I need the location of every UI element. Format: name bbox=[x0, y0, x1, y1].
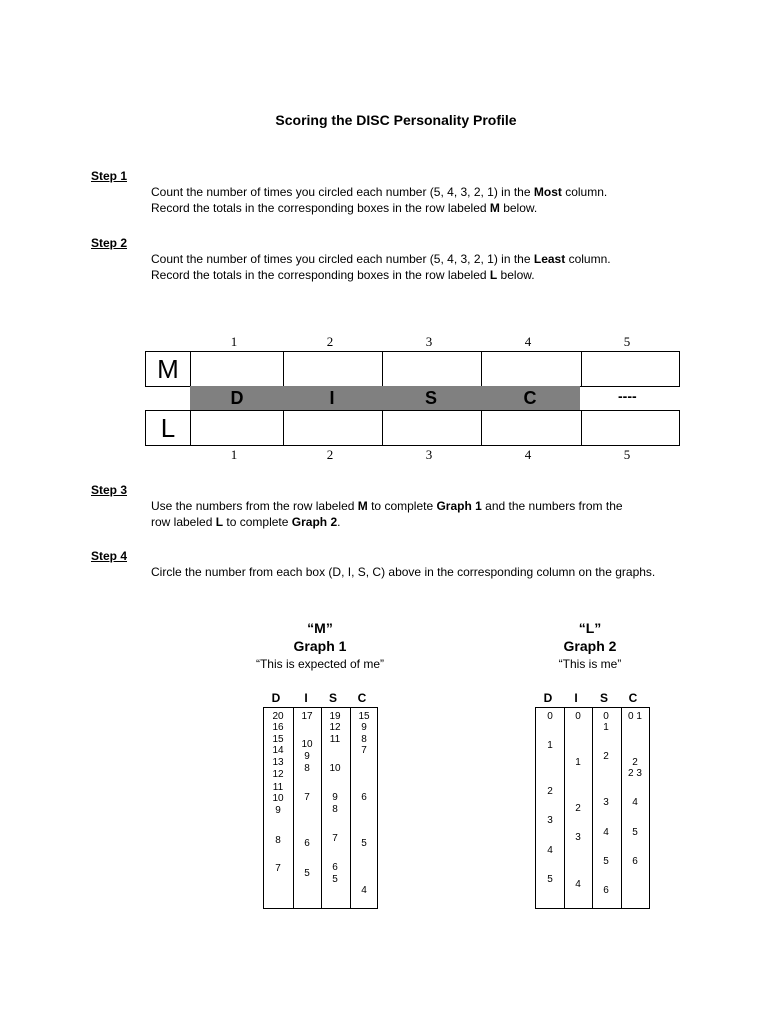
graph-2-subtitle: “This is me” bbox=[558, 657, 622, 671]
graph-1-c-value[interactable]: 15 bbox=[358, 711, 370, 722]
graph-2-d-value[interactable]: 0 bbox=[547, 711, 553, 722]
disc-letter-bar bbox=[190, 386, 580, 410]
graph-1-s-value[interactable]: 5 bbox=[332, 874, 338, 885]
graph-2-c-value[interactable]: 5 bbox=[632, 827, 638, 838]
graph-2-s-value[interactable]: 6 bbox=[603, 885, 609, 896]
graph-1-s-value[interactable]: 10 bbox=[329, 763, 341, 774]
graph-1-i-value[interactable]: 6 bbox=[304, 838, 310, 849]
step-4-text: Circle the number from each box (D, I, S, C) above in the corresponding column on the graphs. bbox=[151, 565, 656, 579]
graph-1-i-value[interactable]: 17 bbox=[301, 711, 313, 722]
graph-2-label: “L” bbox=[578, 620, 602, 636]
graph-2-c-value[interactable]: 0 1 bbox=[628, 711, 642, 722]
row-label-m: M bbox=[145, 351, 191, 387]
graph-2-s-value[interactable]: 5 bbox=[603, 856, 609, 867]
l-score-box-5[interactable] bbox=[581, 410, 680, 446]
graph-2-col-d: D bbox=[543, 691, 553, 705]
graph-1-d-value[interactable]: 20 bbox=[272, 711, 284, 722]
step-2-text: Count the number of times you circled each number (5, 4, 3, 2, 1) in the Least column. Record the totals in the corresponding boxes in the row labeled L below. bbox=[151, 252, 611, 282]
graph-1-s-value[interactable]: 7 bbox=[332, 833, 338, 844]
graph-2-d-value[interactable]: 3 bbox=[547, 815, 553, 826]
graph-2-s-value[interactable]: 0 bbox=[603, 711, 609, 722]
disc-letter-d: D bbox=[230, 388, 244, 408]
graph-2-column-s bbox=[592, 708, 622, 908]
graph-2-c-value[interactable]: 2 3 bbox=[628, 768, 642, 779]
column-number: 3 bbox=[425, 447, 433, 462]
graph-1-s-value[interactable]: 6 bbox=[332, 862, 338, 873]
graph-2-i-value[interactable]: 1 bbox=[575, 757, 581, 768]
step-1-text: Count the number of times you circled each number (5, 4, 3, 2, 1) in the Most column. Record the totals in the corresponding boxes in the row labeled M below. bbox=[151, 185, 608, 215]
step-4-label: Step 4 bbox=[91, 549, 128, 563]
graph-1-c-value[interactable]: 7 bbox=[361, 745, 367, 756]
graph-1-d-value[interactable]: 7 bbox=[275, 863, 281, 874]
graph-1-c-value[interactable]: 8 bbox=[361, 734, 367, 745]
graph-2-title: Graph 2 bbox=[563, 638, 617, 654]
disc-letter-s: S bbox=[424, 388, 437, 408]
graph-2-col-c: C bbox=[628, 691, 638, 705]
graph-1-column-d bbox=[264, 708, 294, 908]
page-title: Scoring the DISC Personality Profile bbox=[275, 112, 517, 128]
graph-1-s-value[interactable]: 12 bbox=[329, 722, 341, 733]
step-3-label: Step 3 bbox=[91, 483, 128, 497]
graph-2-i-value[interactable]: 0 bbox=[575, 711, 581, 722]
graph-1-c-value[interactable]: 9 bbox=[361, 722, 367, 733]
l-score-box-3[interactable] bbox=[382, 410, 482, 446]
l-score-box-2[interactable] bbox=[283, 410, 383, 446]
graph-1-s-value[interactable]: 11 bbox=[329, 734, 341, 745]
graph-1-d-value[interactable]: 15 bbox=[272, 734, 284, 745]
graph-2-s-value[interactable]: 1 bbox=[603, 722, 609, 733]
graph-1-c-value[interactable]: 5 bbox=[361, 838, 367, 849]
m-score-box-4[interactable] bbox=[481, 351, 582, 387]
column-number: 2 bbox=[326, 447, 334, 462]
graph-2-col-i: I bbox=[574, 691, 578, 705]
graph-2-s-value[interactable]: 3 bbox=[603, 797, 609, 808]
disc-letter-c: C bbox=[523, 388, 537, 408]
graph-1-d-value[interactable]: 12 bbox=[272, 769, 284, 780]
column-number: 2 bbox=[326, 334, 334, 349]
graph-2-c-value[interactable]: 2 bbox=[632, 757, 638, 768]
graph-2 bbox=[535, 707, 650, 909]
graph-2-s-value[interactable]: 4 bbox=[603, 827, 609, 838]
m-score-box-1[interactable] bbox=[190, 351, 284, 387]
graph-1-d-value[interactable]: 8 bbox=[275, 835, 281, 846]
graph-1-title: Graph 1 bbox=[293, 638, 347, 654]
graph-1-c-value[interactable]: 6 bbox=[361, 792, 367, 803]
graph-1-column-s bbox=[321, 708, 351, 908]
graph-1-col-i: I bbox=[304, 691, 308, 705]
graph-1 bbox=[263, 707, 378, 909]
graph-1-i-value[interactable]: 5 bbox=[304, 868, 310, 879]
graph-1-col-s: S bbox=[328, 691, 337, 705]
column-number: 5 bbox=[623, 334, 631, 349]
graph-2-d-value[interactable]: 5 bbox=[547, 874, 553, 885]
graph-1-d-value[interactable]: 14 bbox=[272, 745, 284, 756]
graph-2-column-d bbox=[536, 708, 565, 908]
graph-2-c-value[interactable]: 6 bbox=[632, 856, 638, 867]
step-1-label: Step 1 bbox=[91, 169, 128, 183]
l-score-box-4[interactable] bbox=[481, 410, 582, 446]
graph-1-i-value[interactable]: 9 bbox=[304, 751, 310, 762]
graph-2-i-value[interactable]: 2 bbox=[575, 803, 581, 814]
graph-2-s-value[interactable]: 2 bbox=[603, 751, 609, 762]
graph-1-s-value[interactable]: 9 bbox=[332, 792, 338, 803]
column-number: 1 bbox=[230, 334, 238, 349]
graph-2-d-value[interactable]: 1 bbox=[547, 740, 553, 751]
dashes-placeholder: ---- bbox=[618, 388, 637, 404]
disc-letter-i: I bbox=[329, 388, 335, 408]
graph-2-column-i bbox=[564, 708, 593, 908]
graph-2-i-value[interactable]: 3 bbox=[575, 832, 581, 843]
graph-2-col-s: S bbox=[599, 691, 608, 705]
row-label-l: L bbox=[145, 410, 191, 446]
graph-2-d-value[interactable]: 2 bbox=[547, 786, 553, 797]
column-number: 4 bbox=[524, 447, 532, 462]
step-2-label: Step 2 bbox=[91, 236, 128, 250]
m-score-box-5[interactable] bbox=[581, 351, 680, 387]
graph-1-col-c: C bbox=[357, 691, 367, 705]
column-number: 4 bbox=[524, 334, 532, 349]
graph-1-d-value[interactable]: 13 bbox=[272, 757, 284, 768]
graph-2-d-value[interactable]: 4 bbox=[547, 845, 553, 856]
graph-1-label: “M” bbox=[307, 620, 333, 636]
graph-1-d-value[interactable]: 10 bbox=[272, 793, 284, 804]
graph-1-s-value[interactable]: 19 bbox=[329, 711, 341, 722]
graph-1-column-c bbox=[350, 708, 378, 908]
graph-1-column-i bbox=[293, 708, 322, 908]
graph-2-c-value[interactable]: 4 bbox=[632, 797, 638, 808]
graph-1-d-value[interactable]: 16 bbox=[272, 722, 284, 733]
graph-2-i-value[interactable]: 4 bbox=[575, 879, 581, 890]
graph-1-i-value[interactable]: 7 bbox=[304, 792, 310, 803]
graph-1-d-value[interactable]: 9 bbox=[275, 805, 281, 816]
graph-1-subtitle: “This is expected of me” bbox=[255, 657, 385, 671]
graph-1-col-d: D bbox=[271, 691, 281, 705]
graph-1-d-value[interactable]: 11 bbox=[272, 782, 284, 793]
step-3-text: Use the numbers from the row labeled M to complete Graph 1 and the numbers from the row labeled L to complete Graph 2. bbox=[151, 499, 623, 529]
m-score-box-3[interactable] bbox=[382, 351, 482, 387]
l-score-box-1[interactable] bbox=[190, 410, 284, 446]
graph-1-c-value[interactable]: 4 bbox=[361, 885, 367, 896]
column-number: 5 bbox=[623, 447, 631, 462]
graph-1-s-value[interactable]: 8 bbox=[332, 804, 338, 815]
graph-2-column-c bbox=[621, 708, 650, 908]
column-number: 3 bbox=[425, 334, 433, 349]
m-score-box-2[interactable] bbox=[283, 351, 383, 387]
graph-1-i-value[interactable]: 10 bbox=[301, 739, 313, 750]
column-number: 1 bbox=[230, 447, 238, 462]
graph-1-i-value[interactable]: 8 bbox=[304, 763, 310, 774]
